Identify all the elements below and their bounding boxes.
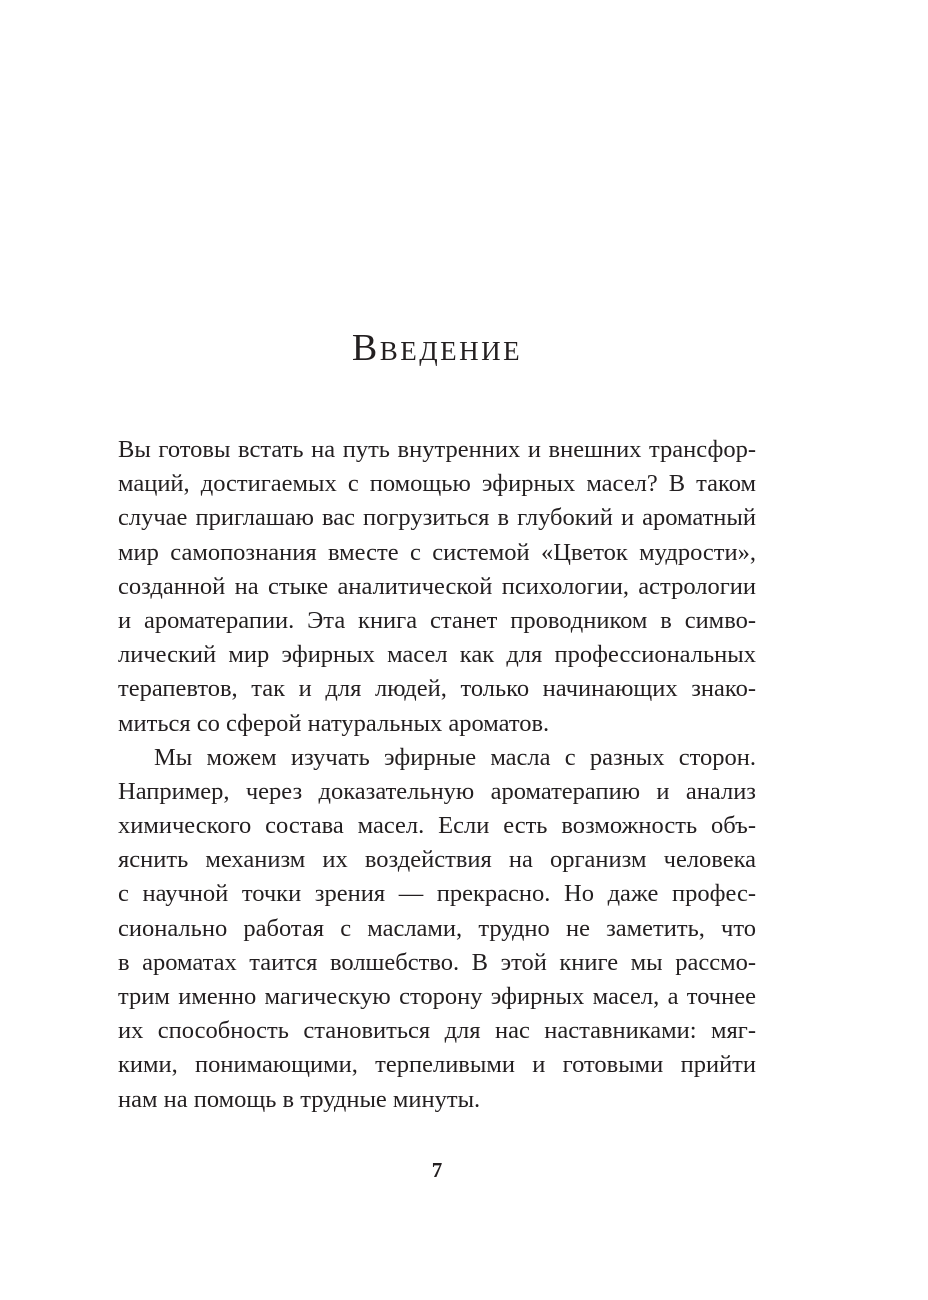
text-line: миться со сферой натуральных ароматов. bbox=[118, 709, 550, 737]
text-line: Мы можем изучать эфирные масла с разных сторон. bbox=[154, 743, 756, 771]
text-line: Например, через доказательную ароматерапию и анализ bbox=[118, 777, 756, 805]
text-line: яснить механизм их воздействия на организм человека bbox=[118, 846, 756, 874]
text-line: и ароматерапии. Эта книга станет проводником в симво- bbox=[118, 606, 756, 634]
text-line: нам на помощь в трудные минуты. bbox=[118, 1085, 481, 1113]
text-line: Вы готовы встать на путь внутренних и внешних трансфор- bbox=[118, 436, 756, 463]
paragraph-1 bbox=[118, 433, 756, 741]
chapter-title: Введение bbox=[351, 327, 523, 369]
text-line: маций, достигаемых с помощью эфирных масел? В таком bbox=[118, 470, 756, 498]
text-line: их способность становиться для нас наставниками: мяг- bbox=[118, 1017, 756, 1045]
body-text bbox=[118, 433, 756, 1117]
text-line: в ароматах таится волшебство. В этой книге мы рассмо- bbox=[118, 948, 756, 976]
page-number: 7 bbox=[431, 1158, 443, 1182]
text-line: случае приглашаю вас погрузиться в глубокий и ароматный bbox=[118, 504, 756, 532]
text-line: мир самопознания вместе с системой «Цветок мудрости», bbox=[118, 538, 756, 566]
text-line: созданной на стыке аналитической психологии, астрологии bbox=[118, 572, 756, 600]
text-line: сионально работая с маслами, трудно не заметить, что bbox=[118, 914, 756, 942]
text-line: терапевтов, так и для людей, только начинающих знако- bbox=[118, 675, 756, 703]
paragraph-2 bbox=[118, 741, 756, 1117]
text-line: кими, понимающими, терпеливыми и готовыми прийти bbox=[118, 1051, 756, 1079]
text-line: химического состава масел. Если есть возможность объ- bbox=[118, 812, 756, 840]
text-line: лический мир эфирных масел как для профессиональных bbox=[118, 641, 756, 669]
text-line: трим именно магическую сторону эфирных масел, а точнее bbox=[118, 983, 756, 1010]
text-line: с научной точки зрения — прекрасно. Но даже профес- bbox=[118, 880, 756, 908]
